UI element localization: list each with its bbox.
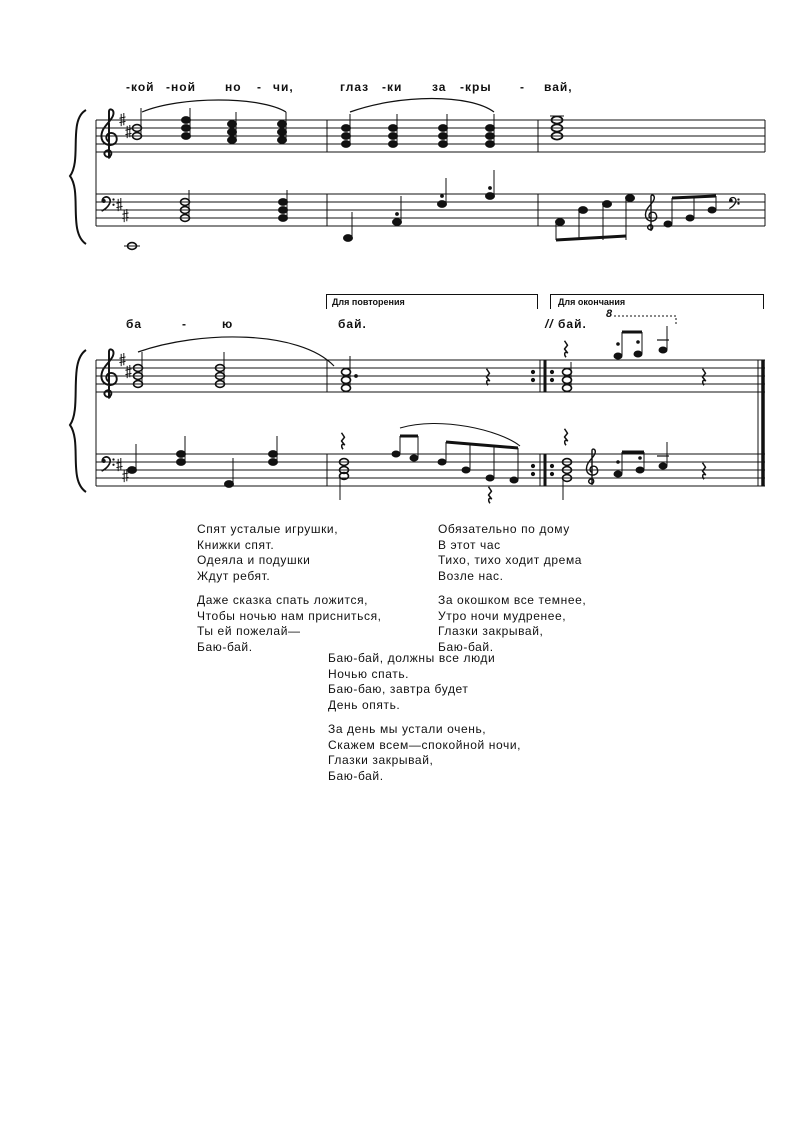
lyric-syllable: чи,: [273, 80, 294, 94]
verse-line: Одеяла и подушки: [197, 553, 311, 567]
verse-line: День опять.: [328, 697, 401, 712]
verse-line: Тихо, тихо ходит дрема: [438, 553, 583, 567]
treble-staff: [96, 120, 765, 152]
music-score: [0, 0, 800, 520]
treble-clef: [101, 109, 116, 157]
notes-system-2: [128, 316, 706, 503]
verse-line: Баю-бай.: [438, 639, 494, 654]
verse-line: Спят усталые игрушки,: [197, 522, 339, 536]
volta-second-label: Для окончания: [558, 297, 626, 307]
verse-line: Баю-бай.: [197, 639, 253, 654]
verse-line: В этот час: [438, 537, 501, 552]
verse-line: Баю-баю, завтра будет: [328, 682, 469, 696]
verse-line: Ночью спать.: [328, 666, 410, 681]
treble-staff: [96, 360, 765, 392]
lyric-syllable: -кры: [460, 80, 492, 94]
verse-line: Глазки закрывай,: [328, 753, 434, 767]
brace: [70, 350, 86, 492]
lyric-syllable: -: [182, 317, 187, 331]
lyric-syllable: -: [257, 80, 262, 94]
bass-clef: [102, 457, 115, 471]
key-sharp: [116, 458, 122, 471]
bass-staff: [96, 194, 765, 226]
notes-system-1: [124, 99, 739, 250]
caesura-mark: //: [545, 317, 554, 331]
verse-line: Обязательно по дому: [438, 522, 570, 536]
verse-line: Книжки спят.: [197, 537, 275, 552]
lyric-syllable: вай,: [544, 80, 573, 94]
lyric-syllable: за: [432, 80, 447, 94]
brace: [70, 110, 86, 244]
verses-center-column: [328, 651, 521, 793]
verse: [197, 522, 382, 584]
verse: [438, 522, 586, 584]
verse-line: Ты ей пожелай—: [197, 624, 301, 638]
verse-line: За окошком все темнее,: [438, 593, 587, 607]
lyric-syllable: ба: [126, 317, 143, 331]
verse: [328, 651, 521, 713]
verse-line: Чтобы ночью нам присниться,: [197, 608, 382, 623]
verse: [328, 722, 521, 784]
volta-first-label: Для повторения: [332, 297, 405, 307]
lyric-syllable: -ной: [166, 80, 196, 94]
verse-line: Глазки закрывай,: [438, 624, 544, 638]
verse: [438, 593, 586, 655]
lyric-syllable: ю: [222, 317, 234, 331]
verse-line: Возле нас.: [438, 568, 504, 583]
lyric-syllable: -кой: [126, 80, 155, 94]
lyric-syllable: бай.: [558, 317, 587, 331]
verse-line: Даже сказка спать ложится,: [197, 593, 369, 607]
verse-line: Утро ночи мудренее,: [438, 608, 567, 623]
verse-line: За день мы устали очень,: [328, 722, 487, 736]
lyric-syllable: -ки: [382, 80, 403, 94]
key-sharp: [116, 198, 122, 211]
lyric-syllable: -: [520, 80, 525, 94]
lyric-syllable: бай.: [338, 317, 367, 331]
bass-staff: [96, 454, 765, 486]
lyric-syllable: глаз: [340, 80, 370, 94]
verses-right-column: [438, 522, 586, 664]
octave-mark: 8: [606, 308, 613, 320]
verse: [197, 593, 382, 655]
verse-line: Скажем всем—спокойной ночи,: [328, 737, 522, 752]
key-sharp: [122, 209, 128, 222]
treble-clef: [101, 349, 116, 397]
bass-clef: [102, 197, 115, 211]
lyric-syllable: но: [225, 80, 242, 94]
verses-left-column: [197, 522, 382, 664]
verse-line: Баю-бай.: [328, 768, 384, 783]
verse-line: Баю-бай, должны все люди: [328, 651, 496, 665]
system-1: [70, 110, 765, 244]
system-2: [70, 350, 765, 492]
verse-line: Ждут ребят.: [197, 568, 271, 583]
